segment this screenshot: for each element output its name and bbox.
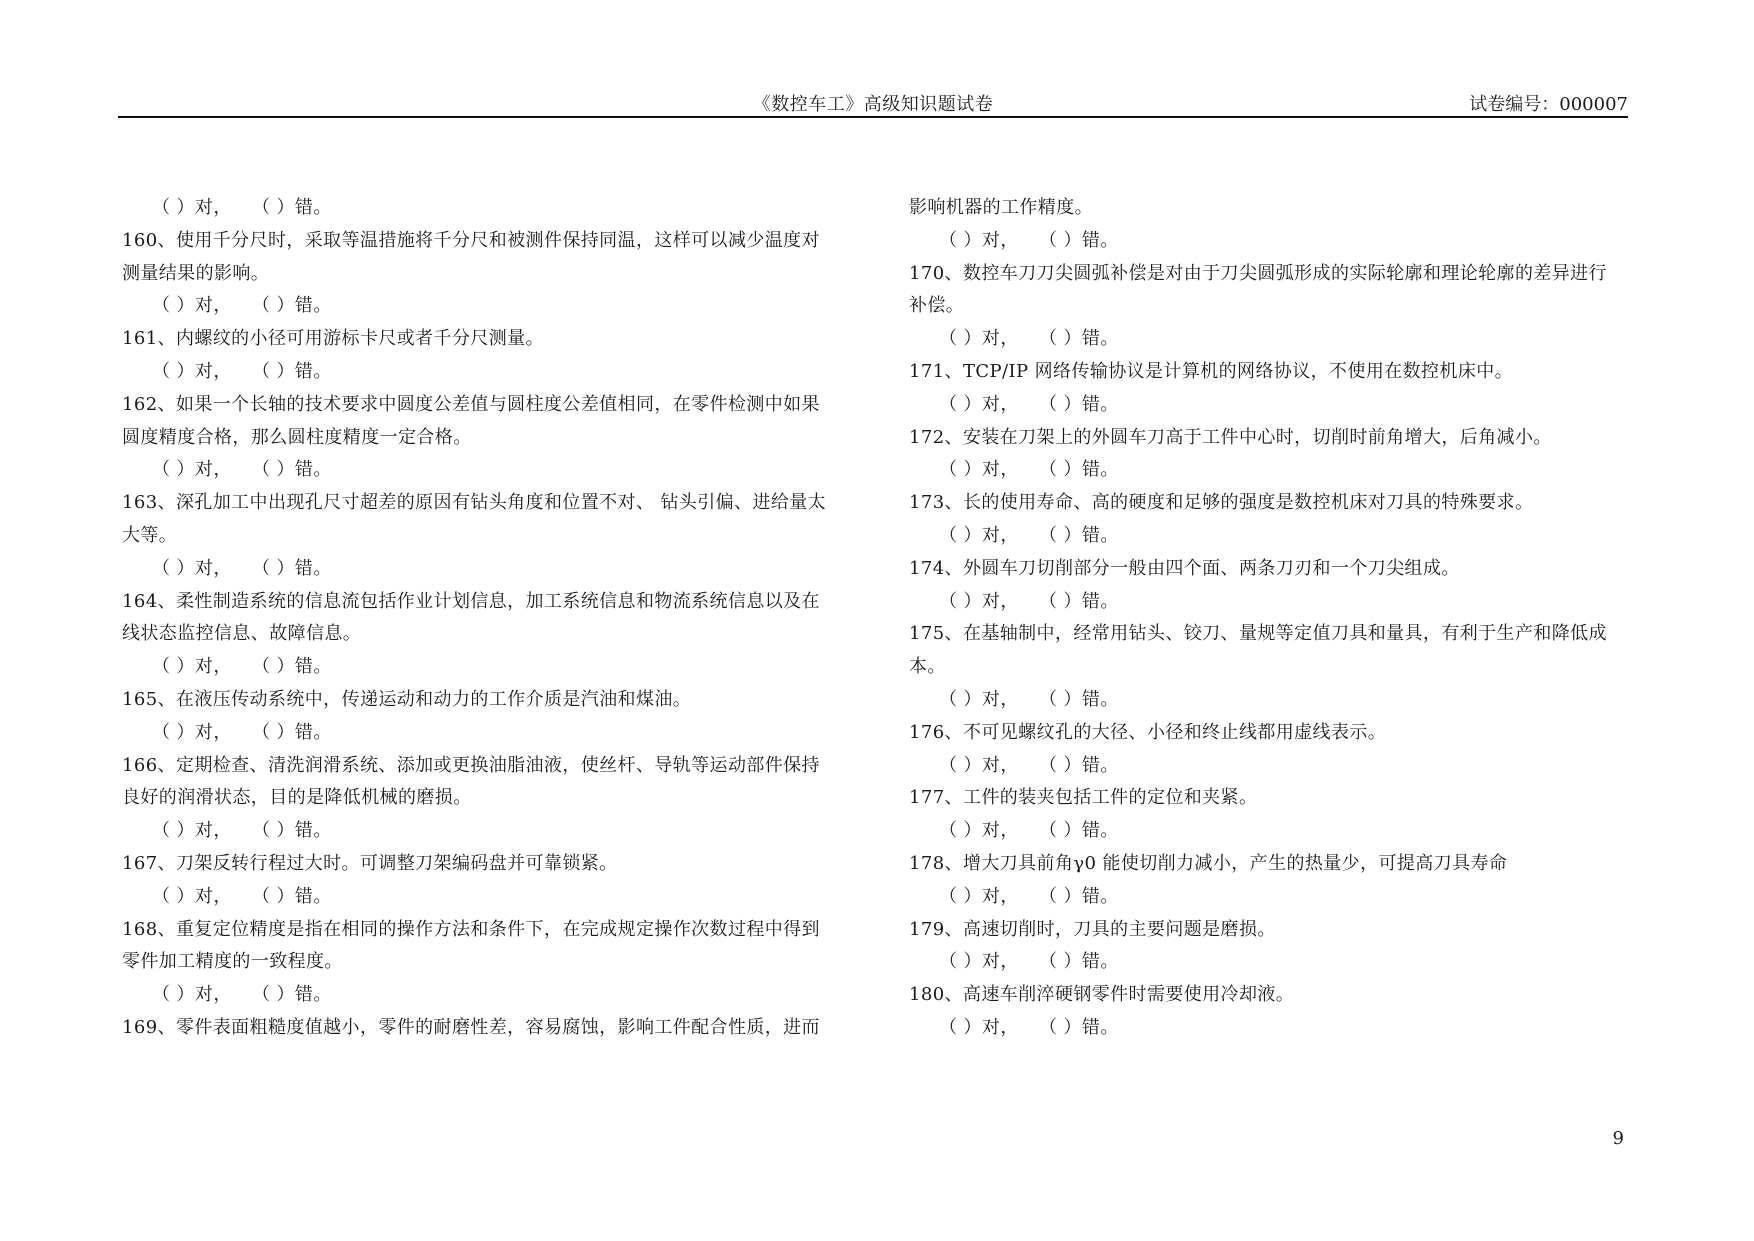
answer-choice-line bbox=[122, 356, 840, 389]
answer-choice-line bbox=[909, 586, 1627, 619]
true-choice: （ ）对， bbox=[939, 885, 1019, 907]
false-choice: （ ）错。 bbox=[252, 885, 332, 907]
false-choice: （ ）错。 bbox=[1039, 590, 1119, 612]
true-choice: （ ）对， bbox=[152, 295, 232, 317]
true-choice: （ ）对， bbox=[152, 885, 232, 907]
true-choice: （ ）对， bbox=[152, 656, 232, 678]
question-text-line: 180、高速车削淬硬钢零件时需要使用冷却液。 bbox=[909, 984, 1295, 1006]
false-choice: （ ）错。 bbox=[1039, 885, 1119, 907]
false-choice: （ ）错。 bbox=[252, 360, 332, 382]
true-choice: （ ）对， bbox=[939, 393, 1019, 415]
question-text-line: 线状态监控信息、故障信息。 bbox=[122, 623, 362, 645]
answer-choice-line bbox=[909, 1012, 1627, 1045]
false-choice: （ ）错。 bbox=[1039, 229, 1119, 251]
true-choice: （ ）对， bbox=[939, 1016, 1019, 1038]
false-choice: （ ）错。 bbox=[252, 197, 332, 218]
true-choice: （ ）对， bbox=[939, 459, 1019, 481]
question-text-line: 179、高速切削时，刀具的主要问题是磨损。 bbox=[909, 918, 1276, 940]
question-text-line: 165、在液压传动系统中，传递运动和动力的工作介质是汽油和煤油。 bbox=[122, 688, 692, 710]
true-choice: （ ）对， bbox=[152, 197, 232, 218]
question-text-line: 174、外圆车刀切削部分一般由四个面、两条刀刃和一个刀尖组成。 bbox=[909, 557, 1460, 579]
question-text-line: 影响机器的工作精度。 bbox=[909, 197, 1093, 218]
answer-choice-line bbox=[122, 454, 840, 487]
answer-choice-line bbox=[122, 651, 840, 684]
question-text-line: 167、刀架反转行程过大时。可调整刀架编码盘并可靠锁紧。 bbox=[122, 852, 618, 874]
question-text-line: 本。 bbox=[909, 656, 946, 678]
answer-choice-line bbox=[909, 946, 1627, 979]
question-text-line: 162、如果一个长轴的技术要求中圆度公差值与圆柱度公差值相同，在零件检测中如果 bbox=[122, 393, 820, 415]
false-choice: （ ）错。 bbox=[252, 984, 332, 1006]
true-choice: （ ）对， bbox=[152, 557, 232, 579]
true-choice: （ ）对， bbox=[939, 328, 1019, 350]
answer-choice-line bbox=[909, 684, 1627, 717]
false-choice: （ ）错。 bbox=[1039, 459, 1119, 481]
false-choice: （ ）错。 bbox=[1039, 951, 1119, 973]
false-choice: （ ）错。 bbox=[252, 656, 332, 678]
false-choice: （ ）错。 bbox=[252, 820, 332, 842]
question-text-line: 补偿。 bbox=[909, 295, 965, 317]
true-choice: （ ）对， bbox=[939, 524, 1019, 546]
answer-choice-line bbox=[909, 520, 1627, 553]
false-choice: （ ）错。 bbox=[1039, 393, 1119, 415]
false-choice: （ ）错。 bbox=[252, 459, 332, 481]
answer-choice-line bbox=[122, 979, 840, 1012]
paper-number: 试卷编号：000007 bbox=[1469, 94, 1628, 115]
true-choice: （ ）对， bbox=[152, 459, 232, 481]
answer-choice-line bbox=[909, 323, 1627, 356]
answer-choice-line bbox=[909, 389, 1627, 422]
answer-choice-line bbox=[909, 454, 1627, 487]
true-choice: （ ）对， bbox=[152, 820, 232, 842]
question-text-line: 171、TCP/IP 网络传输协议是计算机的网络协议，不使用在数控机床中。 bbox=[909, 360, 1514, 382]
question-text-line: 172、安装在刀架上的外圆车刀高于工件中心时，切削时前角增大，后角减小。 bbox=[909, 426, 1552, 448]
question-text-line: 良好的润滑状态，目的是降低机械的磨损。 bbox=[122, 787, 472, 809]
question-text-line: 178、增大刀具前角γ0 能使切削力减小，产生的热量少，可提高刀具寿命 bbox=[909, 852, 1508, 874]
exam-title: 《数控车工》高级知识题试卷 bbox=[752, 94, 994, 115]
page-number: 9 bbox=[1612, 1128, 1624, 1149]
false-choice: （ ）错。 bbox=[252, 721, 332, 743]
answer-choice-line bbox=[122, 553, 840, 586]
answer-choice-line bbox=[122, 717, 840, 750]
question-text-line: 169、零件表面粗糙度值越小，零件的耐磨性差，容易腐蚀，影响工件配合性质，进而 bbox=[122, 1016, 820, 1038]
answer-choice-line bbox=[122, 192, 840, 225]
true-choice: （ ）对， bbox=[939, 590, 1019, 612]
false-choice: （ ）错。 bbox=[1039, 1016, 1119, 1038]
question-text-line: 170、数控车刀刀尖圆弧补偿是对由于刀尖圆弧形成的实际轮廓和理论轮廓的差异进行 bbox=[909, 262, 1607, 284]
false-choice: （ ）错。 bbox=[1039, 754, 1119, 776]
true-choice: （ ）对， bbox=[152, 984, 232, 1006]
false-choice: （ ）错。 bbox=[1039, 820, 1119, 842]
false-choice: （ ）错。 bbox=[1039, 328, 1119, 350]
question-text-line: 176、不可见螺纹孔的大径、小径和终止线都用虚线表示。 bbox=[909, 721, 1387, 743]
true-choice: （ ）对， bbox=[939, 820, 1019, 842]
left-column bbox=[122, 192, 840, 1045]
answer-choice-line bbox=[909, 750, 1627, 783]
true-choice: （ ）对， bbox=[939, 229, 1019, 251]
question-text-line: 177、工件的装夹包括工件的定位和夹紧。 bbox=[909, 787, 1258, 809]
question-text-line: 160、使用千分尺时，采取等温措施将千分尺和被测件保持同温，这样可以减少温度对 bbox=[122, 229, 820, 251]
question-text-line: 166、定期检查、清洗润滑系统、添加或更换油脂油液，使丝杆、导轨等运动部件保持 bbox=[122, 754, 820, 776]
question-text-line: 零件加工精度的一致程度。 bbox=[122, 951, 343, 973]
false-choice: （ ）错。 bbox=[1039, 524, 1119, 546]
answer-choice-line bbox=[909, 881, 1627, 914]
true-choice: （ ）对， bbox=[939, 754, 1019, 776]
answer-choice-line bbox=[909, 225, 1627, 258]
page-header bbox=[118, 88, 1628, 118]
question-text-line: 163、深孔加工中出现孔尺寸超差的原因有钻头角度和位置不对、 钻头引偏、进给量太 bbox=[122, 492, 827, 514]
false-choice: （ ）错。 bbox=[252, 557, 332, 579]
question-text-line: 164、柔性制造系统的信息流包括作业计划信息，加工系统信息和物流系统信息以及在 bbox=[122, 590, 820, 612]
question-text-line: 测量结果的影响。 bbox=[122, 262, 270, 284]
true-choice: （ ）对， bbox=[152, 721, 232, 743]
question-text-line: 175、在基轴制中，经常用钻头、铰刀、量规等定值刀具和量具，有利于生产和降低成 bbox=[909, 623, 1607, 645]
true-choice: （ ）对， bbox=[939, 951, 1019, 973]
question-text-line: 168、重复定位精度是指在相同的操作方法和条件下，在完成规定操作次数过程中得到 bbox=[122, 918, 820, 940]
answer-choice-line bbox=[909, 815, 1627, 848]
answer-choice-line bbox=[122, 815, 840, 848]
question-text-line: 161、内螺纹的小径可用游标卡尺或者千分尺测量。 bbox=[122, 328, 544, 350]
question-text-line: 圆度精度合格，那么圆柱度精度一定合格。 bbox=[122, 426, 472, 448]
answer-choice-line bbox=[122, 290, 840, 323]
false-choice: （ ）错。 bbox=[1039, 688, 1119, 710]
true-choice: （ ）对， bbox=[152, 360, 232, 382]
question-text-line: 173、长的使用寿命、高的硬度和足够的强度是数控机床对刀具的特殊要求。 bbox=[909, 492, 1534, 514]
right-column bbox=[909, 192, 1627, 1045]
true-choice: （ ）对， bbox=[939, 688, 1019, 710]
false-choice: （ ）错。 bbox=[252, 295, 332, 317]
answer-choice-line bbox=[122, 881, 840, 914]
question-text-line: 大等。 bbox=[122, 524, 178, 546]
